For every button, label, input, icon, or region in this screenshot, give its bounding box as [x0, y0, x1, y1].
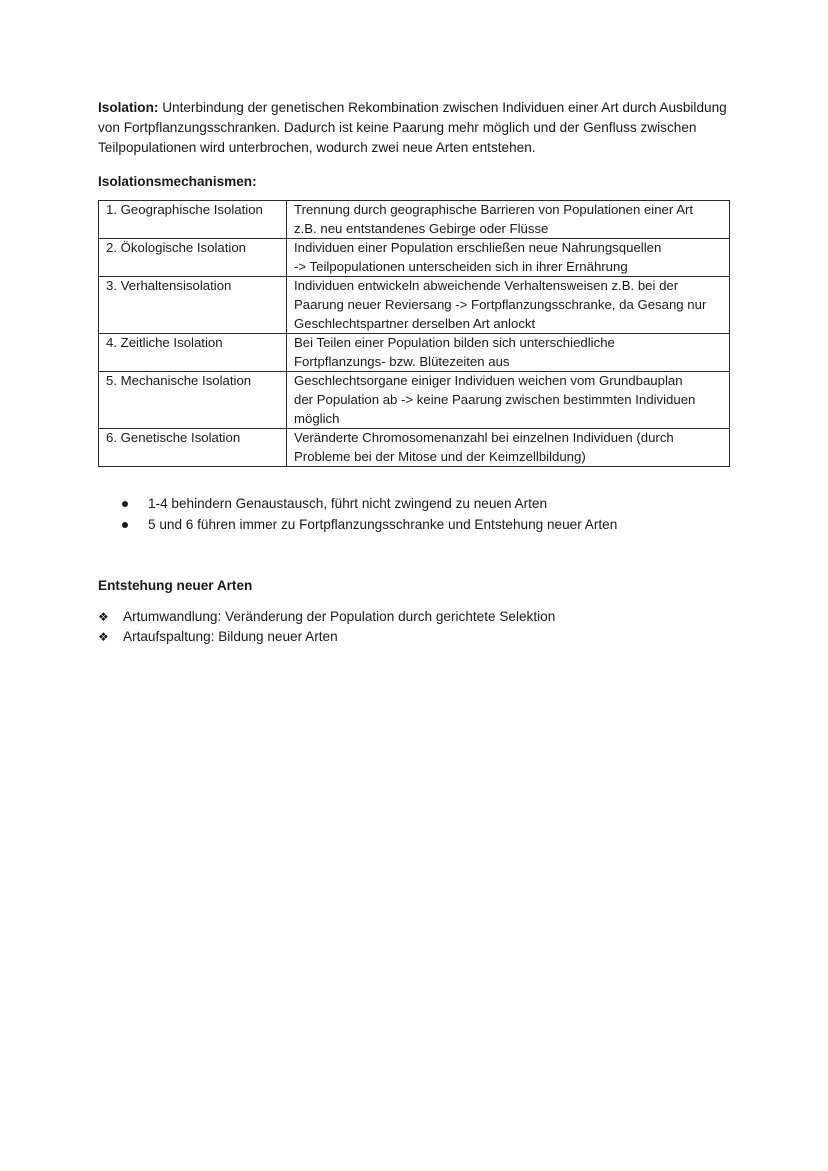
notes-list: [98, 493, 730, 535]
table-row: [99, 201, 730, 239]
mechanism-description: Bei Teilen einer Population bilden sich unterschiedliche Fortpflanzungs- bzw. Blütezeiten aus: [287, 334, 730, 372]
list-item: ❖ Artumwandlung: Veränderung der Population durch gerichtete Selektion: [98, 607, 730, 627]
mechanism-description: Geschlechtsorgane einiger Individuen weichen vom Grundbauplan der Population ab -> keine Paarung zwischen bestimmten Individuen möglich: [287, 372, 730, 429]
definition-term: Isolation:: [98, 100, 159, 115]
table-row: [99, 334, 730, 372]
document-page: [98, 98, 730, 647]
list-item: 5 und 6 führen immer zu Fortpflanzungsschranke und Entstehung neuer Arten: [98, 514, 730, 535]
mechanism-name: 2. Ökologische Isolation: [99, 239, 287, 277]
bullet-icon: [122, 522, 128, 528]
table-row: [99, 372, 730, 429]
table-row: [99, 239, 730, 277]
bullet-icon: [122, 501, 128, 507]
table-row: [99, 429, 730, 467]
mechanism-description: Individuen entwickeln abweichende Verhaltensweisen z.B. bei der Paarung neuer Reviersang -> Fortpflanzungsschranke, da Gesang nur Geschlechtspartner derselben Art anlockt: [287, 277, 730, 334]
mechanism-name: 3. Verhaltensisolation: [99, 277, 287, 334]
mechanism-name: 6. Genetische Isolation: [99, 429, 287, 467]
table-row: [99, 277, 730, 334]
mechanism-name: 5. Mechanische Isolation: [99, 372, 287, 429]
mechanism-description: Individuen einer Population erschließen neue Nahrungsquellen -> Teilpopulationen unterscheiden sich in ihrer Ernährung: [287, 239, 730, 277]
mechanism-name: 1. Geographische Isolation: [99, 201, 287, 239]
list-item: ❖ Artaufspaltung: Bildung neuer Arten: [98, 627, 730, 647]
mechanism-name: 4. Zeitliche Isolation: [99, 334, 287, 372]
definition-text: Unterbindung der genetischen Rekombination zwischen Individuen einer Art durch Ausbildung von Fortpflanzungsschranken. Dadurch ist keine Paarung mehr möglich und der Genfluss zwischen Teilpopulationen wird unterbrochen, wodurch zwei neue Arten entstehen.: [98, 100, 727, 155]
mechanism-description: Veränderte Chromosomenanzahl bei einzelnen Individuen (durch Probleme bei der Mitose und der Keimzellbildung): [287, 429, 730, 467]
list-item: 1-4 behindern Genaustausch, führt nicht zwingend zu neuen Arten: [98, 493, 730, 514]
diamond-bullet-icon: ❖: [98, 630, 109, 645]
speciation-list: [98, 607, 730, 647]
diamond-bullet-icon: ❖: [98, 610, 109, 625]
speciation-heading: Entstehung neuer Arten: [98, 578, 253, 594]
mechanism-description: Trennung durch geographische Barrieren von Populationen einer Art z.B. neu entstandenes Gebirge oder Flüsse: [287, 201, 730, 239]
mechanisms-table: [98, 200, 730, 467]
isolation-definition: [98, 98, 730, 158]
mechanisms-heading: Isolationsmechanismen:: [98, 174, 257, 189]
